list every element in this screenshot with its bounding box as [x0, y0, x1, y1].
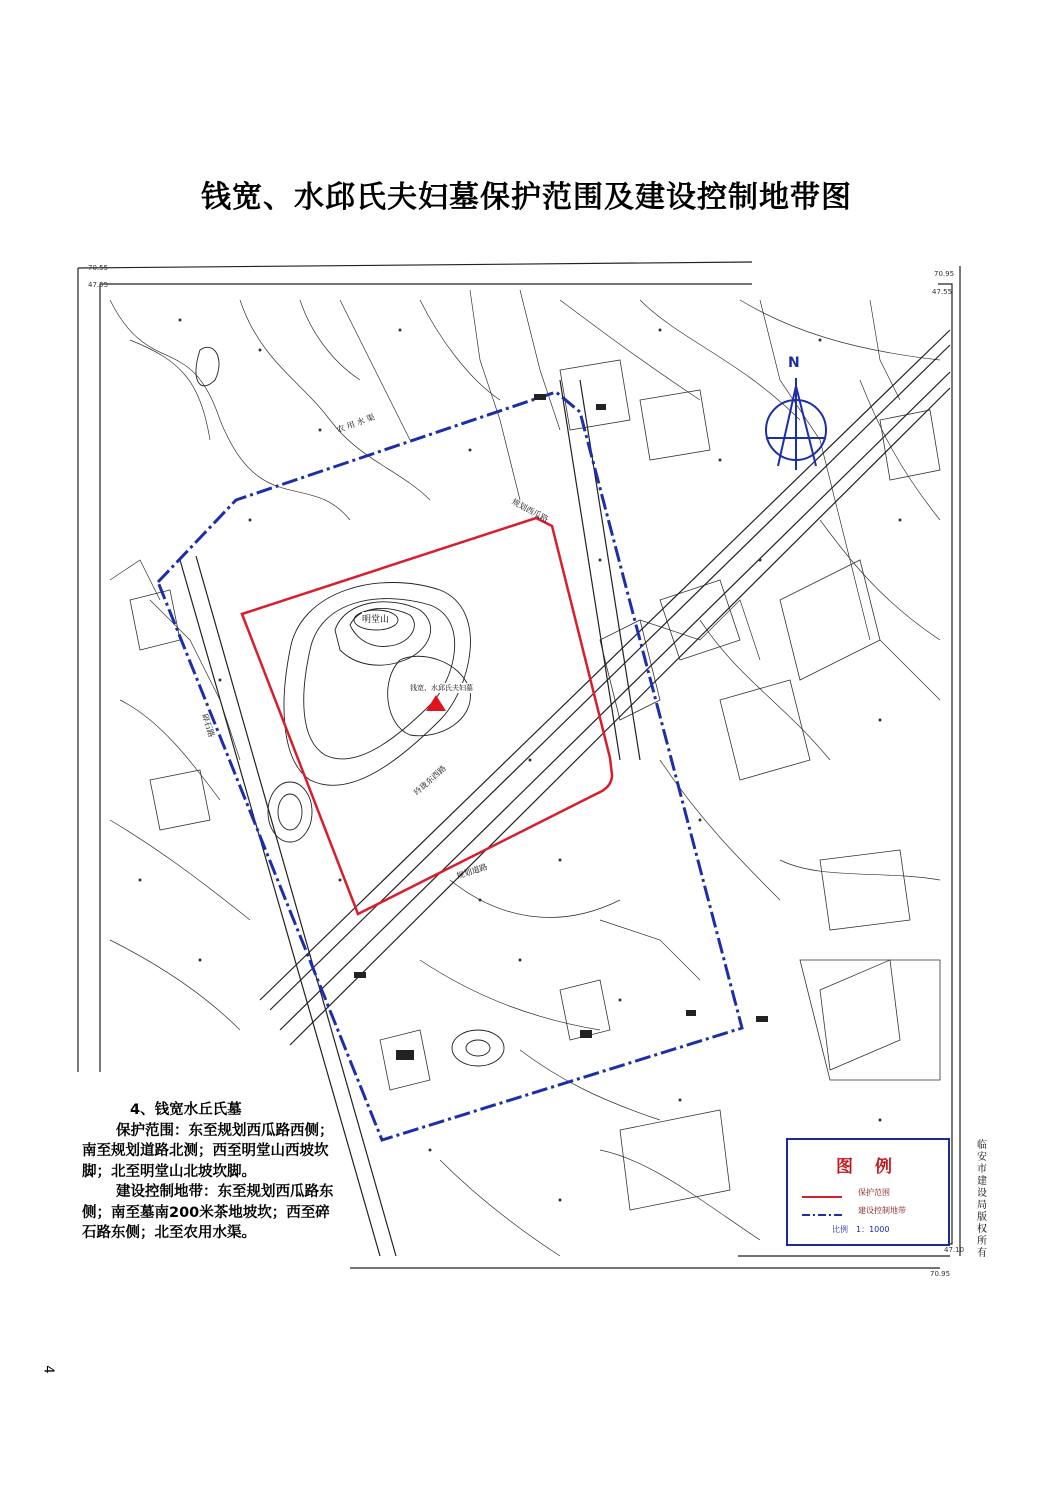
road-label-xigua: 规划西瓜路: [510, 497, 550, 524]
protection-boundary: [242, 518, 612, 914]
spot-heights: [139, 319, 902, 1202]
legend-protection-row: [802, 1188, 890, 1201]
north-arrow-icon: [766, 378, 826, 470]
site-label: 钱宽、水邱氏夫妇墓: [410, 684, 473, 692]
tomb-marker-icon: [426, 695, 446, 711]
description-heading: 4、钱宽水丘氏墓: [130, 1102, 242, 1118]
description-block: [82, 1100, 340, 1244]
legend: [786, 1138, 950, 1246]
coord-top-right-y: 47.55: [932, 288, 953, 296]
legend-scale: 比例 1：1000: [832, 1225, 890, 1234]
protection-description: 保护范围：东至规划西瓜路西侧；南至规划道路北测；西至明堂山西坡坎脚；北至明堂山北坡坎脚。: [82, 1122, 334, 1180]
map-title: 钱宽、水邱氏夫妇墓保护范围及建设控制地带图: [201, 180, 852, 215]
legend-protection-label: 保护范围: [858, 1188, 890, 1197]
control-description: 建设控制地带：东至规划西瓜路东侧；南至墓南200米茶地坡坎；西至碎石路东侧；北至农用水渠。: [82, 1184, 334, 1241]
road-label-canal: 农 用 水 渠: [335, 412, 376, 435]
protection-line-icon: [802, 1195, 842, 1199]
coord-bottom-right-x: 70.95: [930, 1270, 951, 1278]
road-label-linglong: 玲珑东西路: [412, 763, 448, 798]
structures: [354, 394, 768, 1060]
control-line-icon: [802, 1213, 842, 1217]
coord-top-left-y: 47.55: [88, 281, 109, 289]
legend-control-label: 建设控制地带: [858, 1206, 906, 1215]
legend-title: 图 例: [836, 1157, 900, 1177]
mountain-label: 明堂山: [362, 612, 389, 625]
road-label-gravel: 碎石路: [200, 712, 216, 739]
coord-top-right-x: 70.95: [934, 270, 955, 278]
construction-control-boundary: [158, 392, 742, 1140]
page-number: 4: [40, 1365, 56, 1374]
copyright-vertical: 临安市建设局版权所有: [977, 1140, 987, 1259]
north-label: N: [788, 355, 800, 371]
legend-control-row: [802, 1206, 906, 1219]
field-parcels: [130, 360, 940, 1210]
coord-bottom-right-y: 47.10: [944, 1246, 965, 1254]
road-label-planned: 规划道路: [455, 862, 489, 881]
mountain-contours: [196, 347, 504, 1066]
coord-top-left-x: 70.55: [88, 264, 109, 272]
